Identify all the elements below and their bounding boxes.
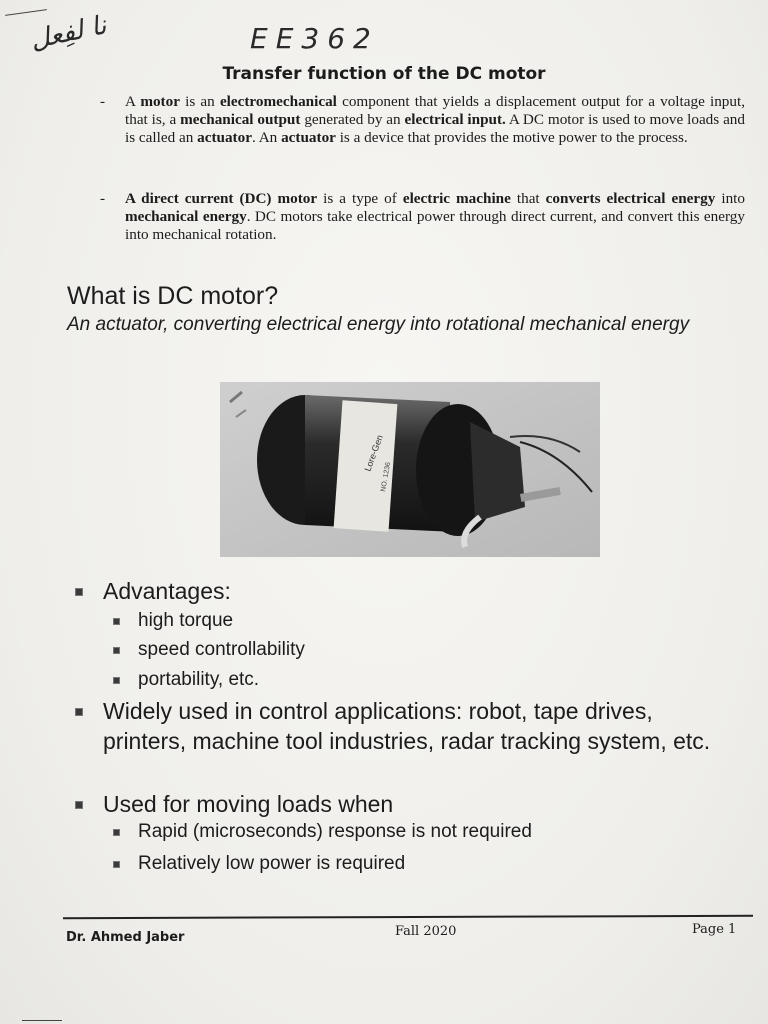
text-segment: is a device that provides the motive power to the process. — [335, 129, 688, 146]
text-segment: is a type of — [317, 190, 403, 207]
dash-marker: - — [100, 93, 106, 110]
text-segment: generated by an — [300, 111, 405, 128]
svg-text:Lore-Gen: Lore-Gen — [362, 433, 385, 473]
pen-scratch-mark — [5, 9, 47, 16]
text-segment: A DC motor is used to move loads and is called an — [125, 111, 745, 146]
text-segment: is an — [179, 93, 220, 110]
text-segment: into — [715, 190, 745, 207]
bullet-text: high torque — [138, 610, 234, 631]
bold-term: A direct current (DC) motor — [125, 190, 318, 207]
section-subheading: An actuator, converting electrical energy into rotational mechanical energy — [67, 314, 690, 335]
advantages-bullet — [75, 576, 231, 606]
section-heading: What is DC motor? — [67, 282, 279, 310]
square-bullet-icon — [75, 708, 83, 716]
square-bullet-icon — [113, 861, 120, 868]
text-segment: . An — [251, 129, 282, 146]
square-bullet-icon — [75, 588, 83, 596]
page-title: Transfer function of the DC motor — [222, 64, 546, 84]
square-bullet-icon — [113, 677, 120, 684]
bold-term: electrical input. — [404, 111, 506, 128]
bullet-text: Widely used in control applications: robot, tape drives, printers, machine tool industries, radar tracking system, etc. — [103, 698, 711, 754]
applications-bullet — [75, 696, 735, 756]
square-bullet-icon — [75, 801, 83, 809]
paragraph-text — [125, 190, 745, 244]
square-bullet-icon — [113, 618, 120, 625]
text-segment: . DC motors take electrical power through direct current, and convert this energy into mechanical rotation. — [125, 208, 745, 243]
usage-item — [113, 852, 405, 876]
handwritten-arabic-note: نا لفِعل — [27, 10, 110, 56]
pen-scratch-mark — [22, 1020, 62, 1021]
bold-term: motor — [140, 93, 180, 110]
dash-marker: - — [100, 190, 106, 207]
bold-term: electric machine — [402, 190, 511, 207]
text-segment: that — [510, 190, 546, 207]
motor-definition-paragraph — [100, 93, 745, 147]
square-bullet-icon — [113, 829, 120, 836]
bold-term: actuator — [197, 129, 252, 146]
bullet-text: Advantages: — [103, 578, 231, 604]
footer-author: Dr. Ahmed Jaber — [66, 930, 185, 945]
advantage-item — [113, 609, 233, 633]
bullet-text: Rapid (microseconds) response is not required — [138, 821, 532, 842]
handwritten-course-code: EE362 — [250, 22, 379, 55]
bold-term: actuator — [281, 129, 336, 146]
footer-page-number: Page 1 — [692, 922, 737, 937]
advantage-item — [113, 668, 259, 692]
usage-item — [113, 820, 532, 844]
svg-text:NO. 1236: NO. 1236 — [380, 461, 393, 493]
footer-term: Fall 2020 — [395, 924, 457, 939]
text-segment: component that yields a displacement output for a voltage input, that is, a — [125, 93, 746, 128]
bullet-text: Relatively low power is required — [138, 853, 406, 874]
usage-bullet — [75, 789, 393, 819]
bullet-text: portability, etc. — [138, 669, 260, 690]
paragraph-text — [125, 93, 745, 147]
square-bullet-icon — [113, 647, 120, 654]
advantage-item — [113, 638, 305, 662]
bullet-text: Used for moving loads when — [103, 791, 394, 817]
text-segment: A — [125, 93, 141, 110]
dc-motor-photo — [220, 382, 600, 557]
bold-term: converts electrical energy — [545, 190, 716, 207]
bold-term: mechanical output — [180, 111, 301, 128]
bold-term: electromechanical — [219, 93, 337, 110]
bullet-text: speed controllability — [138, 639, 305, 660]
dc-motor-definition-paragraph — [100, 190, 745, 244]
footer-divider — [63, 915, 753, 919]
bold-term: mechanical energy — [125, 208, 247, 225]
